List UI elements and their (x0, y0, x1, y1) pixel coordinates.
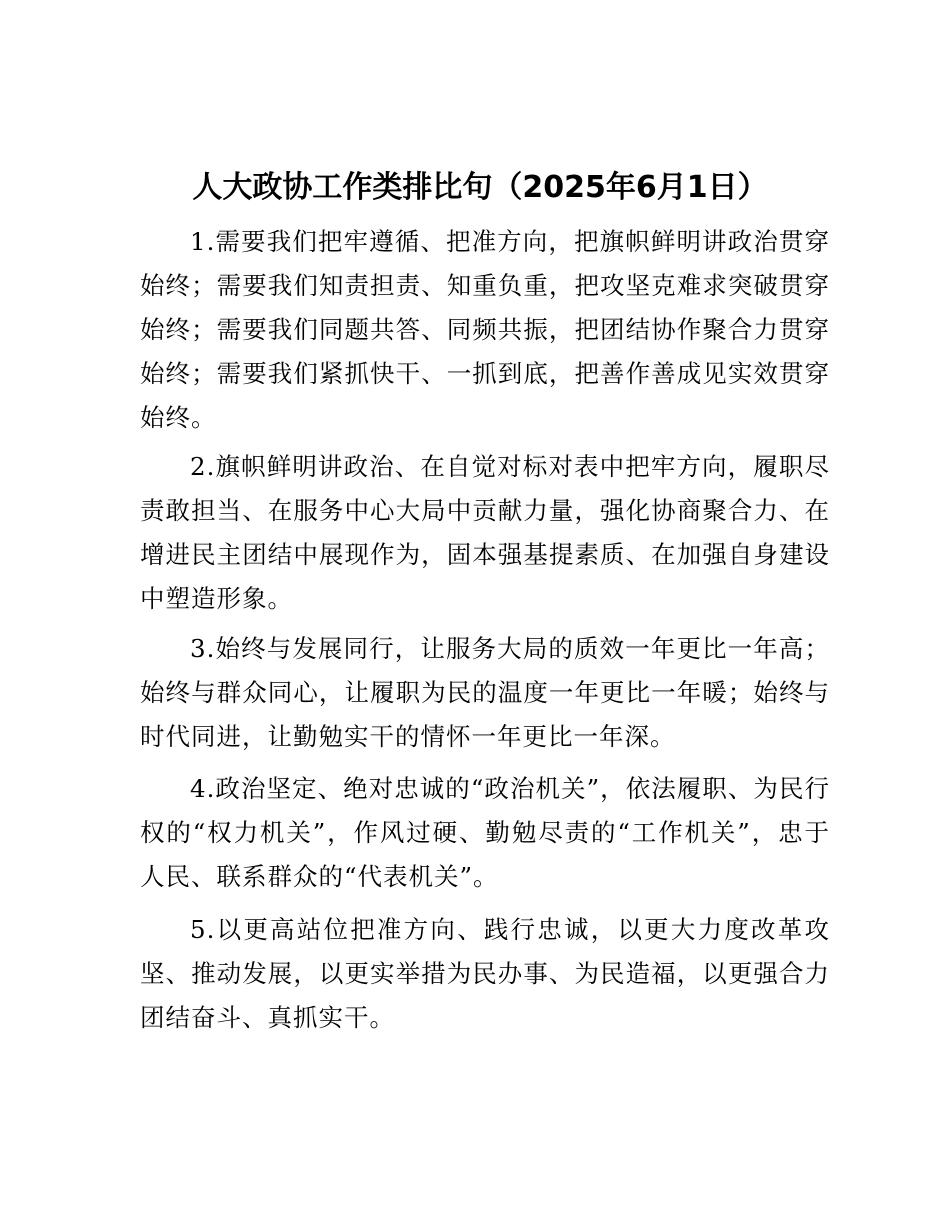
paragraph-3: 3.始终与发展同行，让服务大局的质效一年更比一年高；始终与群众同心，让履职为民的温度一年更比一年暖；始终与时代同进，让勤勉实干的情怀一年更比一年深。 (140, 634, 830, 751)
paragraph-2: 2.旗帜鲜明讲政治、在自觉对标对表中把牢方向，履职尽责敢担当、在服务中心大局中贡献力量，强化协商聚合力、在增进民主团结中展现作为，固本强基提素质、在加强自身建设中塑造形象。 (140, 452, 830, 613)
paragraph-1: 1.需要我们把牢遵循、把准方向，把旗帜鲜明讲政治贯穿始终；需要我们知责担责、知重负重，把攻坚克难求突破贯穿始终；需要我们同题共答、同频共振，把团结协作聚合力贯穿始终；需要我们紧抓快干、一抓到底，把善作善成见实效贯穿始终。 (140, 227, 830, 432)
paragraph-4: 4.政治坚定、绝对忠诚的“政治机关”，依法履职、为民行权的“权力机关”，作风过硬、勤勉尽责的“工作机关”，忠于人民、联系群众的“代表机关”。 (140, 774, 830, 891)
document-title: 人大政协工作类排比句（2025年6月1日） (192, 170, 768, 205)
paragraph-5: 5.以更高站位把准方向、践行忠诚，以更大力度改革攻坚、推动发展，以更实举措为民办事、为民造福，以更强合力团结奋斗、真抓实干。 (140, 915, 830, 1032)
